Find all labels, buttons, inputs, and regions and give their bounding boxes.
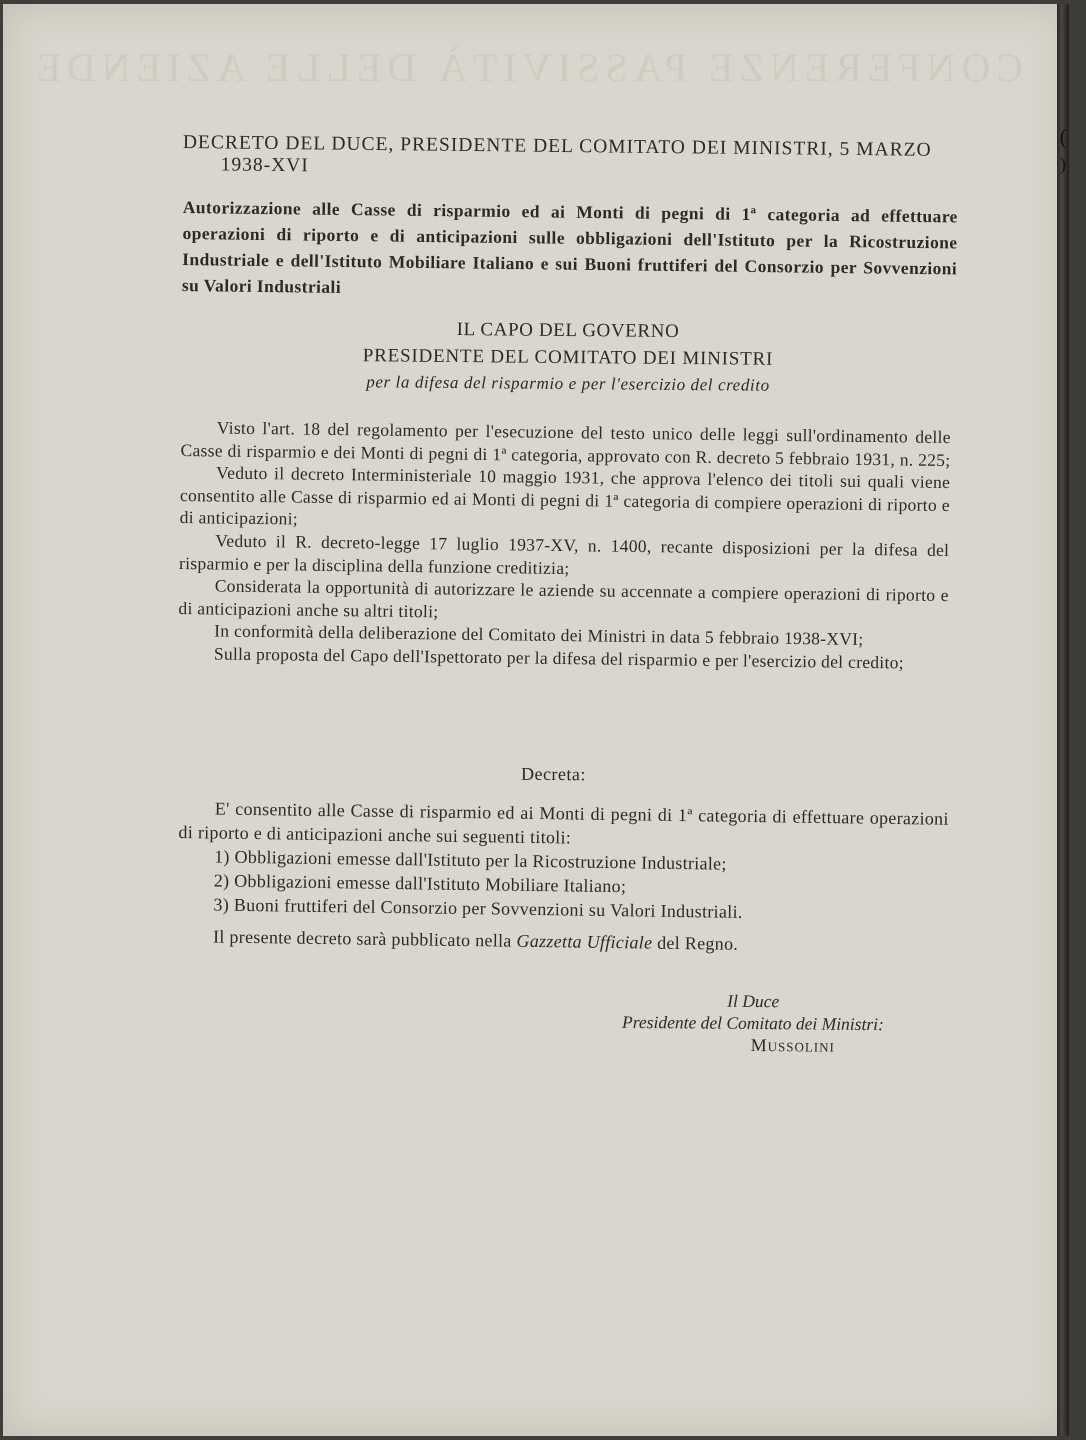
preamble-paragraph: Visto l'art. 18 del regolamento per l'esecuzione del testo unico delle leggi sull'ordinamento delle Casse di risparmio e dei Monti di pegni di 1ª categoria, approvato con R. decreto 5 febbraio 1931, n. 225; [180, 417, 951, 470]
authority-heading: IL CAPO DEL GOVERNO [456, 319, 680, 342]
edge-mark: ) [1060, 154, 1066, 174]
preamble-paragraph: Veduto il decreto Interministeriale 10 maggio 1931, che approva l'elenco dei titoli sui quali viene consentito alle Casse di risparmio ed ai Monti di pegni di 1ª categoria di compiere operazioni di riporto e di anticipazioni; [179, 462, 951, 529]
closing-text-post: del Regno. [652, 932, 739, 954]
gazzetta-ufficiale: Gazzetta Ufficiale [516, 930, 653, 953]
preamble-paragraph: Veduto il R. decreto-legge 17 luglio 1937-XV, n. 1400, recante disposizioni per la difesa del risparmio e per la disciplina della funzione creditizia; [178, 530, 950, 578]
signature-block [563, 988, 944, 1057]
decree-title-line2: 1938-XVI [220, 154, 309, 177]
closing-text-pre: Il presente decreto sarà pubblicato nella [212, 926, 517, 951]
decree-title [183, 132, 958, 184]
document-page [3, 4, 1069, 1436]
signature-role: Presidente del Comitato dei Ministri: [621, 1011, 884, 1035]
decree-closing [177, 924, 947, 959]
decree-item: 3) Buoni fruttiferi del Consorzio per Sovvenzioni su Valori Industriali. [213, 894, 743, 922]
preamble [178, 416, 951, 675]
decree-title-line1: DECRETO DEL DUCE, PRESIDENTE DEL COMITATO DEI MINISTRI, 5 MARZO [182, 132, 932, 161]
preamble-paragraph: Sulla proposta del Capo dell'Ispettorato per la difesa del risparmio e per l'esercizio del credito; [213, 643, 905, 673]
decree-item: 1) Obbligazioni emesse dall'Istituto per la Ricostruzione Industriale; [214, 846, 727, 874]
edge-mark: ( [1059, 124, 1067, 149]
decree-body [177, 796, 949, 959]
signature-title: Il Duce [727, 990, 780, 1012]
preamble-paragraph: Considerata la opportunità di autorizzare le aziende su accennate a compiere operazioni di riporto e di anticipazioni anche su altri titoli; [178, 575, 949, 622]
page-edge [1057, 4, 1069, 1436]
preamble-paragraph: In conformità della deliberazione del Comitato dei Ministri in data 5 febbraio 1938-XVI; [214, 620, 864, 650]
decree-subject [182, 194, 958, 307]
authority-subheading: PRESIDENTE DEL COMITATO DEI MINISTRI [362, 345, 774, 370]
decreta-heading: Decreta: [520, 763, 587, 785]
decree-subject-text: Autorizzazione alle Casse di risparmio ed ai Monti di pegni di 1ª categoria ad effettuare operazioni di riporto e di anticipazioni sulle obbligazioni dell'Istituto per la Ricostruzione Industriale e dell'Istituto Mobiliare Italiano e sui Buoni fruttiferi del Consorzio per Sovvenzioni su Valori Industriali [181, 196, 958, 297]
bleed-through-text: CONFERENZE PASSIVITÀ DELLE AZIENDE [30, 45, 1023, 90]
decree-intro: E' consentito alle Casse di risparmio ed ai Monti di pegni di 1ª categoria di effettuare operazioni di riporto e di anticipazioni anche sui seguenti titoli: [178, 798, 949, 848]
authority-motto: per la difesa del risparmio e per l'esercizio del credito [366, 372, 770, 395]
signature-name: Mussolini [750, 1034, 836, 1056]
decree-item: 2) Obbligazioni emesse dall'Istituto Mobiliare Italiano; [213, 870, 627, 897]
